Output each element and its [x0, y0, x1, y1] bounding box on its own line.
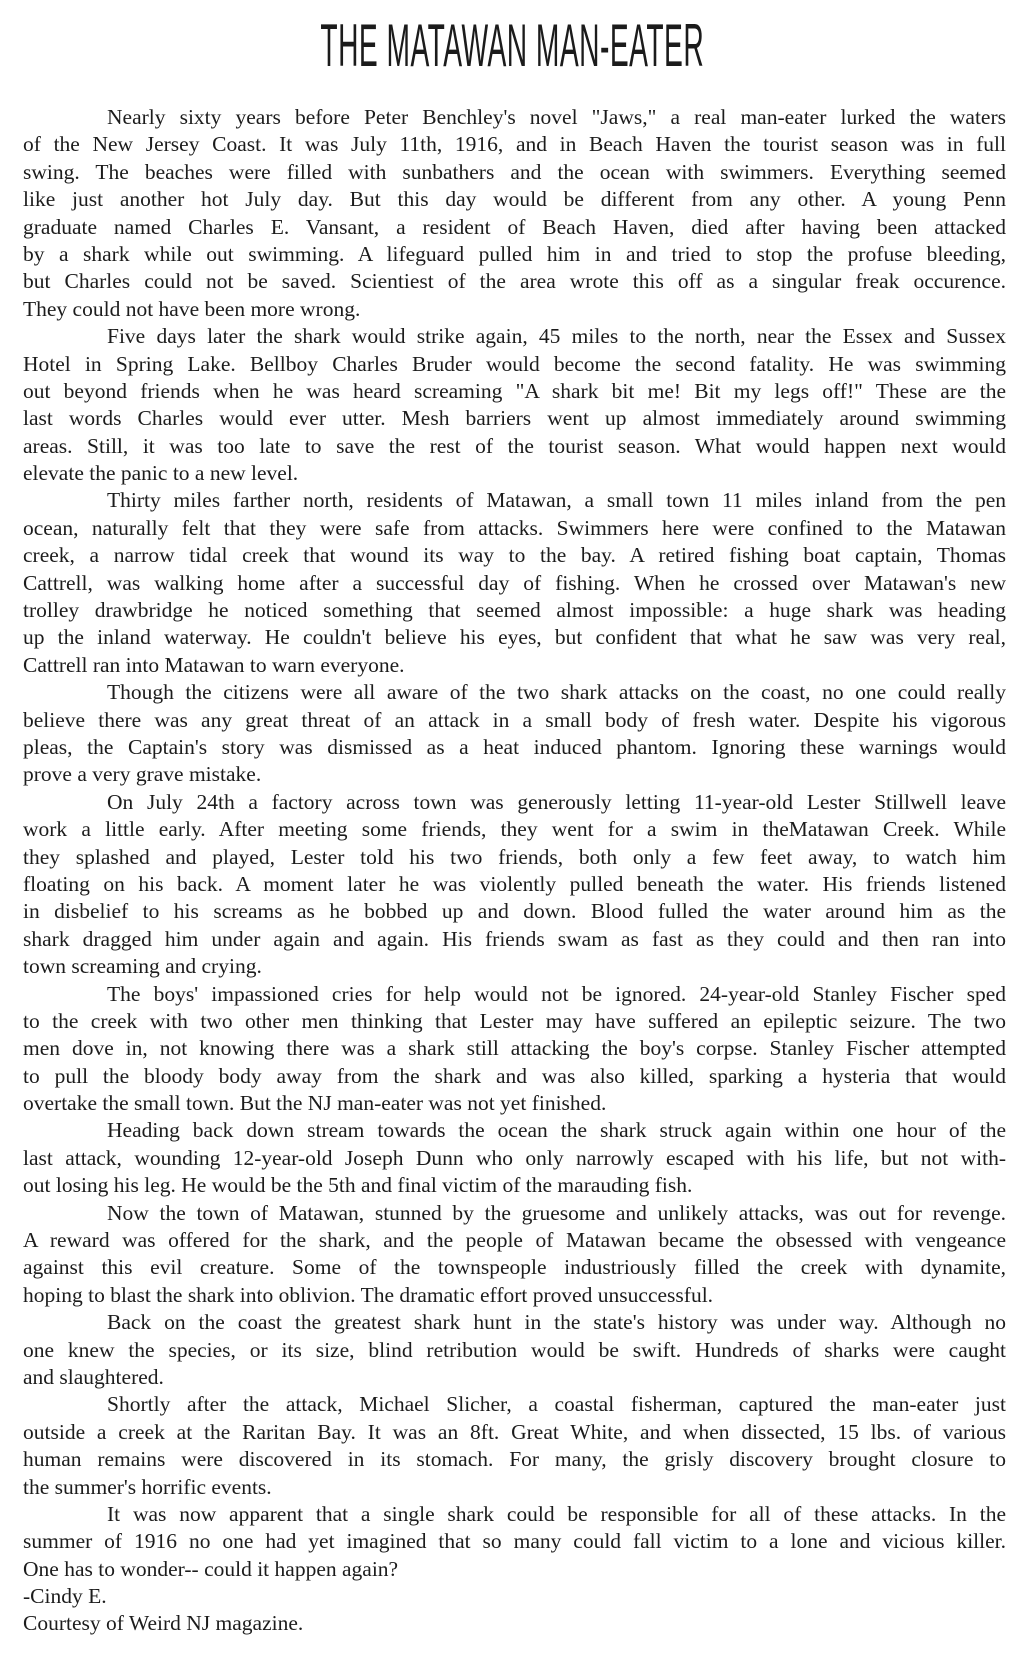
paragraph [23, 1391, 1006, 1501]
text-line: They could not have been more wrong. [23, 296, 361, 321]
text-line: overtake the small town. But the NJ man-eater was not yet finished. [23, 1091, 607, 1116]
text-line: like just another hot July day. But this day would be different from any other. A young Penn [23, 187, 1006, 212]
text-line: pleas, the Captain's story was dismissed as a heat induced phantom. Ignoring these warnings would [23, 734, 1006, 759]
text-line: On July 24th a factory across town was generously letting 11-year-old Lester Stillwell leave [107, 789, 1006, 814]
text-line: Five days later the shark would strike again, 45 miles to the north, near the Essex and Sussex [107, 324, 1006, 349]
text-line: against this evil creature. Some of the townspeople industriously filled the creek with dynamite, [23, 1255, 1006, 1280]
paragraph [23, 1200, 1006, 1310]
credit-line: Courtesy of Weird NJ magazine. [23, 1611, 304, 1636]
text-line: creek, a narrow tidal creek that wound its way to the bay. A retired fishing boat captain, Thomas [23, 543, 1006, 568]
article-title: THE MATAWAN MAN-EATER [320, 12, 704, 79]
text-line: A reward was offered for the shark, and the people of Matawan became the obsessed with vengeance [23, 1228, 1006, 1253]
text-line: ocean, naturally felt that they were safe from attacks. Swimmers here were confined to the Matawan [23, 515, 1006, 540]
text-line: outside a creek at the Raritan Bay. It was an 8ft. Great White, and when dissected, 15 lbs. of various [23, 1419, 1006, 1444]
text-line: Shortly after the attack, Michael Slicher, a coastal fisherman, captured the man-eater just [107, 1392, 1006, 1417]
text-line: shark dragged him under again and again. His friends swam as fast as they could and then ran into [23, 926, 1006, 951]
text-line: It was now apparent that a single shark could be responsible for all of these attacks. In the [107, 1501, 1006, 1526]
text-line: trolley drawbridge he noticed something that seemed almost impossible: a huge shark was heading [23, 598, 1006, 623]
paragraph [23, 981, 1006, 1118]
signature: -Cindy E. [23, 1584, 107, 1609]
text-line: in disbelief to his screams as he bobbed up and down. Blood fulled the water around him as the [23, 899, 1006, 924]
text-line: to pull the bloody body away from the shark and was also killed, sparking a hysteria that would [23, 1063, 1006, 1088]
text-line: graduate named Charles E. Vansant, a resident of Beach Haven, died after having been attacked [23, 214, 1006, 239]
text-line: last attack, wounding 12-year-old Joseph Dunn who only narrowly escaped with his life, but not with- [23, 1145, 1006, 1170]
text-line: Hotel in Spring Lake. Bellboy Charles Bruder would become the second fatality. He was swimming [23, 351, 1006, 376]
text-line: swing. The beaches were filled with sunbathers and the ocean with swimmers. Everything seemed [23, 159, 1006, 184]
paragraph [23, 789, 1006, 981]
text-line: Though the citizens were all aware of the two shark attacks on the coast, no one could really [107, 680, 1006, 705]
paragraph [23, 104, 1006, 323]
text-line: one knew the species, or its size, blind retribution would be swift. Hundreds of sharks were caught [23, 1337, 1006, 1362]
text-line: out losing his leg. He would be the 5th and final victim of the marauding fish. [23, 1173, 693, 1198]
text-line: summer of 1916 no one had yet imagined that so many could fall victim to a lone and vicious killer. [23, 1529, 1006, 1554]
text-line: Cattrell ran into Matawan to warn everyone. [23, 652, 405, 677]
paragraph [23, 1117, 1006, 1199]
text-line: town screaming and crying. [23, 954, 262, 979]
paragraph [23, 323, 1006, 487]
text-line: they splashed and played, Lester told his two friends, both only a few feet away, to watch him [23, 844, 1006, 869]
paragraph [23, 679, 1006, 789]
article-body [23, 104, 1006, 1638]
text-line: men dove in, not knowing there was a shark still attacking the boy's corpse. Stanley Fischer attempted [23, 1036, 1006, 1061]
paragraph [23, 1309, 1006, 1391]
text-line: Cattrell, was walking home after a successful day of fishing. When he crossed over Matawan's new [23, 570, 1006, 595]
text-line: hoping to blast the shark into oblivion. The dramatic effort proved unsuccessful. [23, 1282, 714, 1307]
text-line: out beyond friends when he was heard screaming "A shark bit me! Bit my legs off!" These are the [23, 378, 1006, 403]
paragraph [23, 1501, 1006, 1583]
text-line: One has to wonder-- could it happen again? [23, 1556, 399, 1581]
text-line: prove a very grave mistake. [23, 762, 262, 787]
text-line: of the New Jersey Coast. It was July 11th, 1916, and in Beach Haven the tourist season was in full [23, 132, 1006, 157]
text-line: by a shark while out swimming. A lifeguard pulled him in and tried to stop the profuse bleeding, [23, 241, 1006, 266]
text-line: floating on his back. A moment later he was violently pulled beneath the water. His friends listened [23, 871, 1006, 896]
text-line: areas. Still, it was too late to save the rest of the tourist season. What would happen next would [23, 433, 1006, 458]
text-line: work a little early. After meeting some friends, they went for a swim in theMatawan Creek. While [23, 817, 1006, 842]
text-line: Thirty miles farther north, residents of Matawan, a small town 11 miles inland from the pen [107, 488, 1006, 513]
text-line: and slaughtered. [23, 1364, 164, 1389]
text-line: last words Charles would ever utter. Mesh barriers went up almost immediately around swimming [23, 406, 1006, 431]
text-line: to the creek with two other men thinking that Lester may have suffered an epileptic seizure. The two [23, 1008, 1006, 1033]
text-line: but Charles could not be saved. Scientiest of the area wrote this off as a singular freak occurence. [23, 269, 1006, 294]
text-line: up the inland waterway. He couldn't believe his eyes, but confident that what he saw was very real, [23, 625, 1006, 650]
text-line: the summer's horrific events. [23, 1474, 272, 1499]
text-line: Back on the coast the greatest shark hunt in the state's history was under way. Although no [107, 1310, 1006, 1335]
text-line: Now the town of Matawan, stunned by the gruesome and unlikely attacks, was out for revenge. [107, 1200, 1006, 1225]
text-line: The boys' impassioned cries for help would not be ignored. 24-year-old Stanley Fischer sped [107, 981, 1006, 1006]
title-container [0, 14, 1024, 78]
text-line: elevate the panic to a new level. [23, 461, 299, 486]
text-line: Heading back down stream towards the ocean the shark struck again within one hour of the [107, 1118, 1006, 1143]
text-line: believe there was any great threat of an attack in a small body of fresh water. Despite his vigorous [23, 707, 1006, 732]
paragraph [23, 487, 1006, 679]
text-line: Nearly sixty years before Peter Benchley's novel "Jaws," a real man-eater lurked the waters [107, 105, 1006, 129]
text-line: human remains were discovered in its stomach. For many, the grisly discovery brought closure to [23, 1447, 1006, 1472]
